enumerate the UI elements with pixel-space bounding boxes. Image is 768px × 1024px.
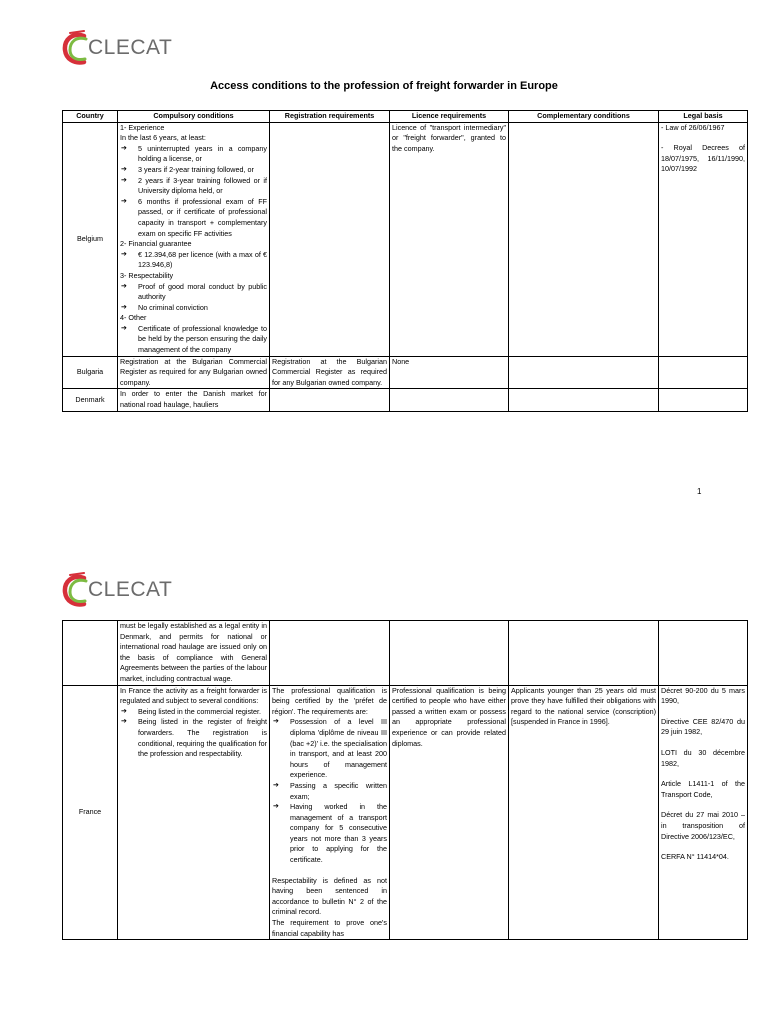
clecat-logo [62,572,172,608]
compulsory-cell [118,122,270,356]
list-item: ➔ Having worked in the management of a transport company for 5 consecutive years not more than 3 years prior to applying for the certificate. [272,802,387,866]
list-item: ➔ Certificate of professional knowledge to be held by the person ensuring the daily management of the company [120,324,267,356]
compulsory-cell [118,685,270,940]
licence-cell: Licence of "transport intermediary" or "freight forwarder", granted to the company. [390,122,509,356]
licence-cell [390,621,509,686]
access-conditions-table-continued [62,620,748,940]
table-row-denmark-continued [63,621,748,686]
country-cell: Denmark [63,389,118,411]
table-header-row [63,111,748,123]
country-cell: Belgium [63,122,118,356]
complementary-cell [509,389,659,411]
country-cell: France [63,685,118,940]
compulsory-cell: In order to enter the Danish market for national road haulage, hauliers [118,389,270,411]
list-item: ➔ 2 years if 3-year training followed or if University diploma held, or [120,176,267,197]
legal-cell [659,122,748,356]
arrow-list [120,707,267,760]
complementary-cell: Applicants younger than 25 years old must prove they have fulfilled their obligations with regard to the national service (conscription) [suspended in France in 1996]. [509,685,659,940]
clecat-logo [62,30,172,66]
complementary-cell [509,122,659,356]
header-country: Country [63,111,118,123]
header-registration: Registration requirements [270,111,390,123]
registration-cell [270,122,390,356]
licence-cell: None [390,356,509,389]
registration-cell [270,389,390,411]
page-2 [0,512,768,1024]
arrow-list [120,282,267,314]
section-heading: 1- Experience [120,122,165,132]
logo-text: CLECAT [88,36,173,59]
legal-item: Décret du 27 mai 2010 – in transposition of Directive 2006/123/EC, [661,810,745,841]
section-heading: 4- Other [120,313,147,323]
list-item: ➔ 3 years if 2-year training followed, or [120,165,267,176]
country-cell: Bulgaria [63,356,118,389]
country-cell [63,621,118,686]
complementary-cell [509,356,659,389]
table-row-belgium [63,122,748,356]
list-item: ➔ € 12.394,68 per licence (with a max of € 123.946,8) [120,250,267,271]
licence-cell: Professional qualification is being certified to people who have either passed a written exam or possess an appropriate professional experience or can provide related diplomas. [390,685,509,940]
list-item: ➔ Being listed in the commercial register. [120,707,267,718]
page-number: 1 [697,487,702,496]
section-heading: 3- Respectability [120,270,174,280]
arrow-list [120,324,267,356]
list-item: ➔ Possession of a level III diploma 'diplôme de niveau III (bac +2)' i.e. the specialisation in transport, and at least 200 hours of management experience. [272,717,387,781]
complementary-cell [509,621,659,686]
header-licence: Licence requirements [390,111,509,123]
list-item: ➔ No criminal conviction [120,303,267,314]
legal-item: LOTI du 30 décembre 1982, [661,747,745,768]
registration-cell: Registration at the Bulgarian Commercial Register as required for any Bulgarian owned company. [270,356,390,389]
header-legal: Legal basis [659,111,748,123]
registration-cell [270,621,390,686]
text-line: Respectability is defined as not having been sentenced in accordance to bulletin N° 2 of the criminal record. [272,875,387,917]
list-item: ➔ Being listed in the register of freight forwarders. The registration is conditional, requiring the qualification for the profession and respectability. [120,717,267,759]
logo-text: CLECAT [88,578,173,601]
arrow-list [120,144,267,239]
arrow-list [272,717,387,865]
legal-cell [659,389,748,411]
header-compulsory: Compulsory conditions [118,111,270,123]
legal-cell [659,685,748,940]
legal-item: Décret 90-200 du 5 mars 1990, [661,685,745,706]
text-line: The requirement to prove one's financial capability has [272,918,387,938]
legal-item: Directive CEE 82/470 du 29 juin 1982, [661,716,745,737]
text-line: In France the activity as a freight forwarder is regulated and subject to several conditions: [120,685,267,706]
list-item: ➔ Proof of good moral conduct by public authority [120,282,267,303]
registration-cell [270,685,390,940]
access-conditions-table [62,110,748,412]
licence-cell [390,389,509,411]
list-item: ➔ 6 months if professional exam of FF passed, or if certificate of professional capacity in transport + complementary exam on specific FF activities [120,197,267,239]
clecat-logo-mark [62,30,90,66]
list-item: ➔ 5 uninterrupted years in a company holding a license, or [120,144,267,165]
text-line: The professional qualification is being certified by the 'préfet de région'. The requirements are: [272,685,387,716]
table-row-bulgaria [63,356,748,389]
legal-item: Article L1411-1 of the Transport Code, [661,779,745,799]
arrow-list [120,250,267,271]
compulsory-cell: must be legally established as a legal entity in Denmark, and permits for national or international road haulage are issued only on the basis of compliance with General Agreements between the parties of the labour market, including contractual wage. [118,621,270,686]
legal-item: CERFA N° 11414*04. [661,852,729,862]
document-title: Access conditions to the profession of freight forwarder in Europe [210,80,558,92]
section-heading: 2- Financial guarantee [120,239,192,249]
legal-cell [659,621,748,686]
header-complementary: Complementary conditions [509,111,659,123]
compulsory-cell: Registration at the Bulgarian Commercial Register as required for any Bulgarian owned company. [118,356,270,389]
legal-item: - Law of 26/06/1967 [661,122,725,132]
legal-cell [659,356,748,389]
list-item: ➔ Passing a specific written exam; [272,781,387,802]
legal-item: - Royal Decrees of 18/07/1975, 16/11/1990, 10/07/1992 [661,143,745,174]
text-line: In the last 6 years, at least: [120,133,206,143]
clecat-logo-mark [62,572,90,608]
table-row-denmark [63,389,748,411]
table-row-france [63,685,748,940]
